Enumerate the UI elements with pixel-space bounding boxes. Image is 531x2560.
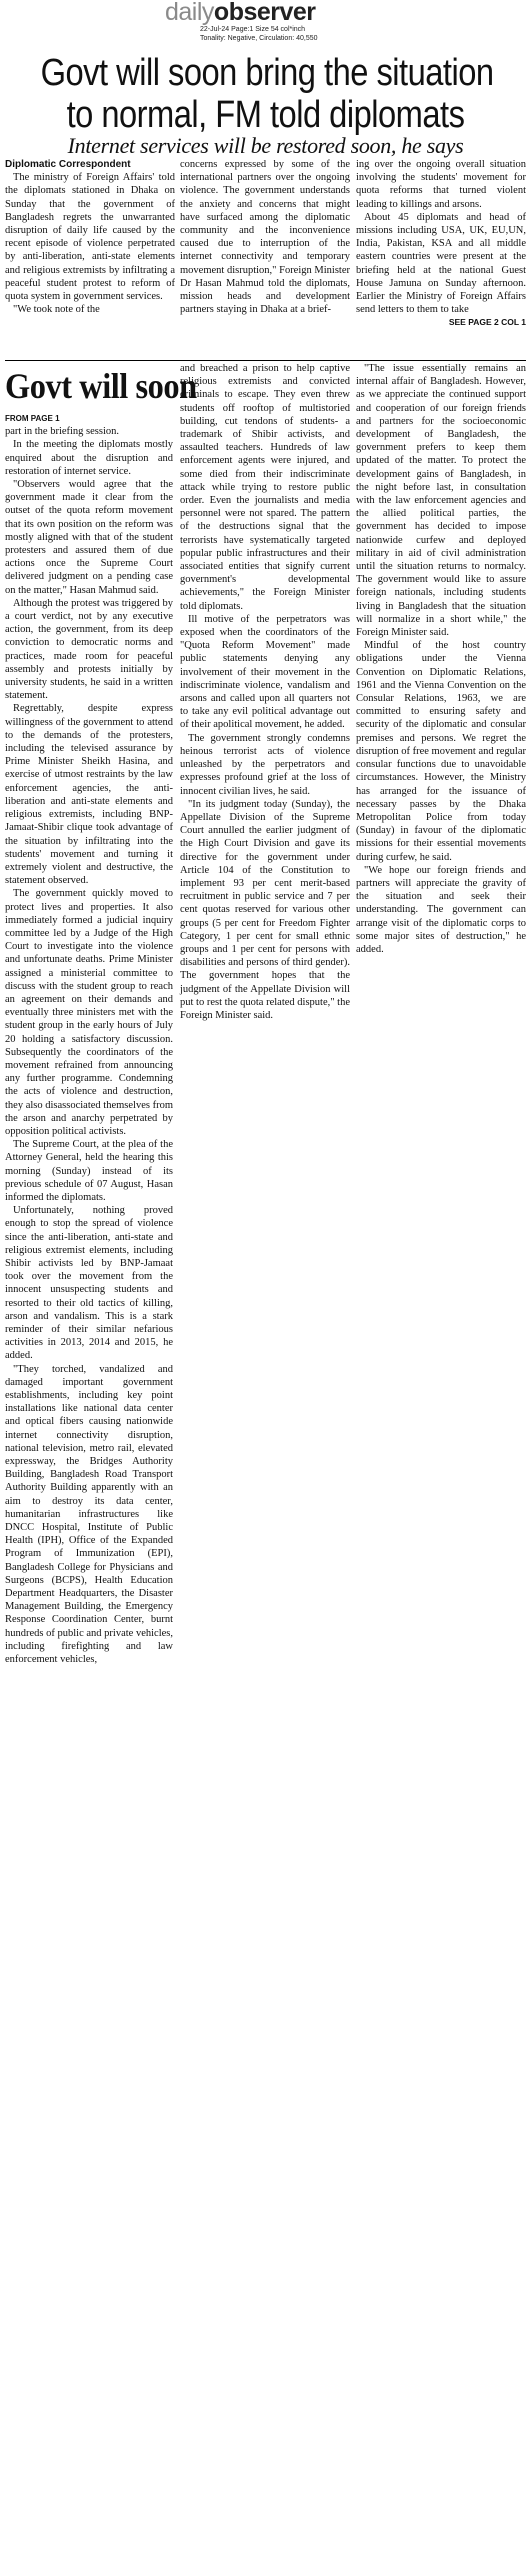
paragraph: The government quickly moved to protect lives and properties. It also immediately formed a judicial inquiry committee led by a Judge of the High Court to investigate into the violence and unfortunate deaths. Prime Minister assigned a ministerial committee to discuss with the student group to reach an agreement on their demands and eventually three ministers met with the student group in the early hours of July 20 holding a satisfactory discussion. Subsequently the coordinators of the movement refrained from announcing any further programme. Condemning the acts of violence and destruction, they also disassociated themselves from the arson and anarchy perpetrated by opposition political activists. (5, 888, 173, 1137)
paragraph: The ministry of Foreign Affairs' told the diplomats stationed in Dhaka on Sunday that the government of Bangladesh regrets the unwarranted disruption of daily life caused by the recent episode of violence perpetrated by anti-liberation, anti-state elements and religious extremists by infiltrating a peaceful student protest to reform of quota system in government services. (5, 172, 175, 303)
paragraph: part in the briefing session. (5, 426, 120, 438)
masthead (0, 0, 531, 52)
paragraph: "They torched, vandalized and damaged important government establishments, including key point installations like national data center and optical fibers causing nationwide internet connectivity disruption, national television, metro rail, elevated expressway, the Bridges Authority Building, Bangladesh Road Transport Authority Building apparently with an aim to destroy its data center, humanitarian infrastructures like DNCC Hospital, Institute of Public Health (IPH), Office of the Expanded Program of Immunization (EPI), Bangladesh College for Physicians and Surgeons (BCPS), Health Education Department Headquarters, the Disaster Management Building, the Emergency Response Coordination Center, burnt hundreds of public and private vehicles, including firefighting and law enforcement vehicles, (5, 1363, 173, 1666)
logo-daily: daily (165, 0, 214, 26)
headline (40, 52, 494, 136)
byline: Diplomatic Correspondent (5, 159, 131, 170)
paragraph: "We took note of the (13, 304, 100, 316)
headline-line-2: to normal, FM told diplomats (66, 94, 465, 136)
paragraph: The Supreme Court, at the plea of the Attorney General, held the hearing this morning (Sunday) instead of its previous schedule of 07 August, Hasan informed the diplomats. (5, 1139, 173, 1203)
logo-observer: observer (213, 0, 316, 26)
jump-column-1 (5, 412, 173, 1666)
clipping-meta-date: 22-Jul-24 Page:1 Size 54 col*inch (200, 26, 306, 33)
from-page-label: FROM PAGE 1 (5, 414, 60, 423)
paragraph: "The issue essentially remains an internal affair of Bangladesh. However, as we appreciate the continued support and cooperation of our foreign friends and partners for the socioeconomic development of Bangladesh, the government prefers to keep them updated of the matter. To protect the development gains of Bangladesh, in the night before last, in consultation with the law enforcement agencies and the allied political parties, the government has decided to impose nationwide curfew and deployed military in aid of civil administration until the situation returns to normalcy. The government would like to assure foreign nationals, including students living in Bangladesh that the situation will normalize in a short while," the Foreign Minister said. (356, 363, 526, 639)
jump-column-2 (180, 362, 350, 1022)
jump-column-3 (356, 362, 526, 956)
paragraph: "Observers would agree that the government made it clear from the outset of the quota reform movement that its own position on the reform was mostly aligned with that of the student protesters and assured them of due actions once the Supreme Court delivered judgment on a pending case on the matter," Hasan Mahmud said. (5, 479, 173, 596)
jump-headline: Govt will soon (5, 366, 197, 406)
front-column-3 (356, 158, 526, 330)
paragraph: ing over the ongoing overall situation involving the students' movement for quota reforms that turned violent leading to killings and arsons. (356, 159, 526, 210)
paragraph: and breached a prison to help captive religious extremists and convicted criminals to escape. They even threw students off rooftop of multistoried building, cut tendons of students- a trademark of Shibir activists, and assaulted teachers. Hundreds of law enforcement agents were injured, and some died from their indiscriminate attack while trying to restore public order. Even the journalists and media personnel were not spared. The pattern of the destructions signal that the terrorists have systematically targeted popular public infrastructures and their associated entities that signify current government's developmental achievements," the Foreign Minister told diplomats. (180, 363, 350, 612)
subheadline: Internet services will be restored soon, he says (67, 133, 464, 158)
front-column-2 (180, 158, 350, 316)
paragraph: Regrettably, despite express willingness of the government to attend to the demands of the protesters, including the televised assurance by Prime Minister Sheikh Hasina, and exercise of utmost restraints by the law enforcement agencies, the anti-liberation and anti-state elements and religious extremists, including BNP-Jamaat-Shibir clique took advantage of the situation by infiltrating into the students' movement and turning it extremely violent and destructive, the statement observed. (5, 703, 173, 887)
front-column-1 (5, 158, 175, 316)
paragraph: About 45 diplomats and head of missions including USA, UK, EU,UN, India, Pakistan, KSA and all middle eastern countries were present at the briefing held at the national Guest House Jamuna on Sunday afternoon. Earlier the Ministry of Foreign Affairs send letters to them to take (356, 211, 526, 316)
paragraph: In the meeting the diplomats mostly enquired about the disruption and restoration of internet service. (5, 439, 173, 477)
paragraph: Ill motive of the perpetrators was exposed when the coordinators of the "Quota Reform Movement" made public statements denying any involvement of their movement in the indiscriminate violence, vandalism and arsons and called upon all quarters not to take any evil political advantage out of their apolitical movement, he added. (180, 613, 350, 731)
paragraph: The government strongly condemns heinous terrorist acts of violence unleashed by the perpetrators and expresses profound grief at the loss of innocent civilian lives, he said. (180, 732, 350, 797)
see-page-jump: SEE PAGE 2 COL 1 (448, 317, 526, 328)
headline-line-1: Govt will soon bring the situation (40, 52, 494, 94)
paragraph: "In its judgment today (Sunday), the Appellate Division of the Supreme Court annulled the earlier judgment of the High Court Division and gave its directive for the government under Article 104 of the Constitution to implement 93 per cent merit-based recruitment in public service and 7 per cent quotas reserved for various other groups (5 per cent for Freedom Fighter Category, 1 per cent for small ethnic groups and 1 per cent for persons with disabilities and persons of third gender). The government hopes that the judgment of the Appellate Division will put to rest the quota related dispute," the Foreign Minister said. (180, 798, 350, 1021)
paragraph: "We hope our foreign friends and partners will appreciate the gravity of the situation and seek their understanding. The government can arrange visit of the diplomatic corps to some major sites of destruction," he added. (356, 864, 526, 955)
paragraph: concerns expressed by some of the international partners over the ongoing violence. The government understands the anxiety and concerns that might have surfaced among the diplomatic community and the inconvenience caused due to interruption of the internet connectivity and temporary movement disruption," Foreign Minister Dr Hasan Mahmud told the diplomats, mission heads and development partners staying in Dhaka at a brief- (180, 159, 350, 316)
section-divider (5, 360, 526, 361)
paragraph: Although the protest was triggered by a court verdict, not by any executive action, the government, from its deep conviction to democratic norms and practices, made room for peaceful assembly and protests initially by university students, he said in a written statement. (5, 597, 173, 702)
newspaper-logo (165, 0, 316, 27)
paragraph: Mindful of the host country obligations under the Vienna Convention on Diplomatic Relations, 1961 and the Vienna Convention on the Consular Relations, 1963, we are committed to ensuring safety and security of the diplomatic and consular premises and persons. We regret the disruption of free movement and regular consular functions due to unavoidable circumstances. However, the Ministry has arranged for the issuance of necessary passes by the Dhaka Metropolitan Police from today (Sunday) in favour of the diplomatic missions for their essential movements during curfew, he said. (356, 640, 526, 863)
clipping-meta-tonality: Tonality: Negative, Circulation: 40,550 (200, 35, 318, 42)
paragraph: Unfortunately, nothing proved enough to stop the spread of violence since the anti-liberation, anti-state and religious extremist elements, including Shibir activists led by BNP-Jamaat took over the movement from the innocent unsuspecting students and resorted to their old tactics of killing, arson and vandalism. This is a stark reminder of their similar nefarious activities in 2013, 2014 and 2015, he added. (5, 1205, 173, 1362)
